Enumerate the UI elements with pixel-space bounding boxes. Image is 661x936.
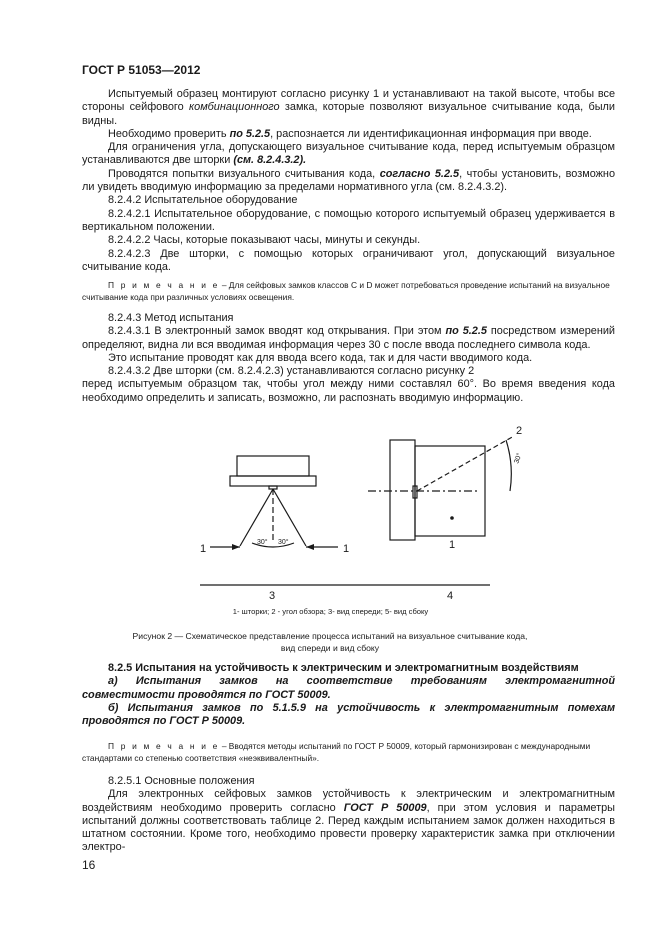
figure-label-1-side: 1: [449, 539, 456, 551]
paragraph: перед испытуемым образцом так, чтобы угол между ними составлял 60°. Во время введения кода необходимо определить и записать, возможно, ли распознать вводимую информацию.: [82, 378, 615, 404]
document-header: ГОСТ Р 51053—2012: [82, 63, 201, 77]
text-span: согласно 5.2.5: [379, 167, 460, 180]
side-view-door: [390, 440, 415, 540]
text-span: (см. 8.2.4.3.2).: [233, 154, 307, 167]
text-span: , чтобы установить, возможно ли увидеть вводимую информацию за пределами нормативного угла (см. 8.2.4.3.2).: [82, 167, 615, 194]
text-span: Для электронных сейфовых замков устойчивость к электрическим и электромагнитным воздействиям необходимо проверить согласно: [82, 788, 615, 814]
arrow-right: [306, 544, 314, 550]
figure-label-2: 2: [516, 425, 523, 437]
figure-drawing: [180, 420, 524, 602]
view-line-right: [273, 489, 306, 546]
angle-label-side: 30°: [513, 452, 524, 465]
section-heading: 8.2.4.3 Метод испытания: [108, 312, 234, 324]
note-1: [82, 280, 615, 303]
text-span: Необходимо проверить: [108, 127, 230, 140]
figure-legend: 1- шторки; 2 - угол обзора; 3- вид спереди; 5- вид сбоку: [232, 607, 429, 616]
section-heading: 8.2.5 Испытания на устойчивость к электрическим и электромагнитным воздействиям: [108, 662, 579, 674]
text-span: комбинационного: [189, 101, 280, 114]
side-view-dot: [450, 516, 454, 520]
text-span: Испытуемый образец монтируют согласно рисунку 1 и устанавливают на такой высоте, чтобы все стороны сейфового: [82, 88, 615, 114]
figure-2: [180, 420, 524, 605]
note-label: П р и м е ч а н и е: [108, 741, 220, 751]
figure-label-3: 3: [269, 590, 276, 602]
page-number: 16: [82, 858, 96, 872]
caption-line: вид спереди и вид сбоку: [280, 642, 380, 653]
text-span: посредством измерений определяют, видна ли вся вводимая информация через 30 с после ввода последнего символа кода.: [82, 325, 615, 351]
text-span: Проводятся попытки визуального считывания кода,: [108, 167, 380, 180]
note-text: – Вводятся методы испытаний по ГОСТ Р 50009, который гармонизирован с международными стандартами со степенью соответствия «неэквивалентный».: [82, 741, 591, 763]
side-angle-arc: [506, 440, 511, 491]
text-span: , при этом условия и параметры испытаний должны соответствовать таблице 2. Перед каждым испытанием замок должен находиться в штатном состоянии. Кроме того, необходимо провести проверку характеристик замка при отключении электро-: [82, 801, 615, 854]
view-line-left: [240, 489, 273, 546]
text-span: , распознается ли идентификационная информация при вводе.: [270, 127, 592, 140]
body-text-block-2: [82, 312, 615, 405]
paragraph: 8.2.4.2.1 Испытательное оборудование, с помощью которого испытуемый образец удерживается в вертикальном положении.: [82, 207, 615, 233]
paragraph: [82, 325, 615, 352]
paragraph: [82, 141, 615, 168]
section-heading: 8.2.4.2 Испытательное оборудование: [108, 194, 298, 207]
angle-label-left: 30°: [257, 539, 268, 546]
paragraph: [82, 788, 615, 854]
figure-label-1-right: 1: [343, 543, 350, 555]
paragraph: Это испытание проводят как для ввода всего кода, так и для части вводимого кода.: [108, 351, 533, 364]
text-span: ГОСТ Р 50009: [343, 801, 427, 814]
paragraph: б) Испытания замков по 5.1.5.9 на устойчивость к электромагнитным помехам проводятся по ГОСТ Р 50009.: [82, 701, 615, 728]
paragraph: 8.2.4.3.2 Две шторки (см. 8.2.4.2.3) устанавливаются согласно рисунку 2: [108, 365, 475, 378]
front-view-lock-base: [230, 476, 316, 486]
paragraph: [82, 168, 615, 195]
paragraph: 8.2.4.2.3 Две шторки, с помощью которых ограничивают угол, допускающий визуальное считывание кода.: [82, 247, 615, 273]
figure-caption: [100, 631, 560, 654]
section-8-2-5: [82, 662, 615, 728]
paragraph: [82, 128, 615, 141]
angle-label-right: 30°: [278, 539, 289, 546]
text-span: по 5.2.5: [445, 325, 487, 338]
section-heading: 8.2.5.1 Основные положения: [108, 775, 255, 787]
note-2: [82, 741, 615, 764]
front-view-keypad: [269, 486, 277, 489]
body-text-block-3: [82, 775, 615, 855]
note-label: П р и м е ч а н и е: [108, 280, 220, 290]
text-span: по 5.2.5: [229, 127, 271, 140]
figure-label-4: 4: [447, 590, 454, 602]
text-span: Для ограничения угла, допускающего визуальное считывание кода, перед испытуемым образцом устанавливаются две шторки: [82, 141, 615, 167]
paragraph: 8.2.4.2.2 Часы, которые показывают часы, минуты и секунды.: [108, 234, 421, 247]
note-text: – Для сейфовых замков классов C и D может потребоваться проведение испытаний на визуальное считывание кода при различных условиях освещения.: [82, 280, 610, 302]
text-span: замка, которые позволяют визуальное считывание кода, были видны.: [82, 101, 615, 127]
figure-label-1-left: 1: [200, 543, 207, 555]
paragraph: а) Испытания замков на соответствие требованиям электромагнитной совместимости проводятся по ГОСТ 50009.: [82, 675, 615, 701]
text-span: 8.2.4.3.1 В электронный замок вводят код открывания. При этом: [108, 325, 446, 338]
view-angle-line: [417, 436, 514, 491]
caption-line: Рисунок 2 — Схематическое представление процесса испытаний на визуальное считывание кода,: [132, 631, 528, 641]
paragraph: [82, 88, 615, 128]
arrow-left: [232, 544, 240, 550]
body-text-block-1: [82, 88, 615, 274]
front-view-lock-body: [237, 456, 309, 476]
